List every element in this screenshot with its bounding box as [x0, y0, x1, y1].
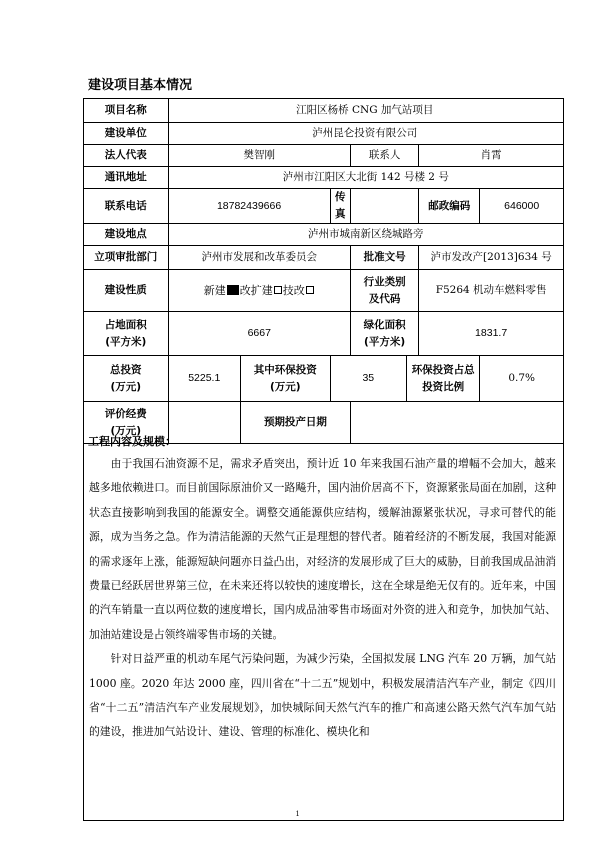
env-ratio-label-line1: 环保投资占总 — [411, 363, 475, 376]
fee-label-line1: 评价经费 — [104, 407, 147, 420]
green-label-line2: (平方米) — [364, 335, 406, 348]
row-project-name — [84, 99, 564, 123]
invest-label-line2: (万元) — [110, 380, 142, 393]
industry-value: F5264 机动车燃料零售 — [419, 270, 564, 312]
area-label-line1: 占地面积 — [104, 318, 147, 331]
approval-dept-label: 立项审批部门 — [84, 246, 169, 270]
invest-label-line1: 总投资 — [110, 363, 142, 376]
nature-expand-label: 改扩建 — [239, 284, 273, 297]
nature-label: 建设性质 — [84, 270, 169, 312]
row-nature — [84, 270, 564, 312]
builder-value: 泸州昆仑投资有限公司 — [168, 123, 563, 145]
env-invest-label-line2: (万元) — [269, 380, 301, 393]
industry-label — [350, 270, 418, 312]
content-paragraph: 由于我国石油资源不足，需求矛盾突出，预计近 10 年来我国石油产量的增幅不会加大，越来越多地依赖进口。而目前国际原油价又一路飚升，国内油价居高不下，资源紧张局面在加剧，这种状态直接影响到我国的能源安全。调整交通能源供应结构，缓解油源紧张状况，寻求可替代的能源，成为当务之急。作为清洁能源的天然气正是理想的替代者。随着经济的不断发展，我国对能源的需求逐年上涨，能源短缺问题亦日益凸出，对经济的发展形成了巨大的威胁，目前我国成品油消费量已经跃居世界第三位，在未来还将以较快的速度增长，这在全球是绝无仅有的。近年来，中国的汽车销量一直以两位数的速度增长，国内成品油零售市场面对外资的进入和竞争，加快加气站、加油站建设是占领终端零售市场的关键。 — [89, 457, 556, 641]
site-value: 泸州市城南新区绕城路旁 — [168, 224, 563, 246]
approval-no-label: 批准文号 — [350, 246, 418, 270]
env-invest-label-line1: 其中环保投资 — [253, 363, 317, 376]
legal-rep-label: 法人代表 — [84, 145, 169, 167]
legal-rep-value: 樊智刚 — [168, 145, 350, 167]
phone-value: 18782439666 — [168, 189, 330, 224]
empty-box-icon — [274, 286, 282, 294]
row-legal-rep — [84, 145, 564, 167]
approval-dept-value: 泸州市发展和改革委员会 — [168, 246, 350, 270]
green-label — [350, 312, 418, 356]
content-body — [89, 452, 556, 745]
row-phone — [84, 189, 564, 224]
contact-value: 肖霄 — [419, 145, 564, 167]
project-content-box — [83, 430, 564, 821]
area-value: 6667 — [168, 312, 350, 356]
checked-box-icon — [227, 285, 239, 295]
content-paragraph: 针对日益严重的机动车尾气污染问题，为减少污染，全国拟发展 LNG 汽车 20 万辆，加气站 1000 座。2020 年达 2000 座，四川省在“十二五”规划中，积极发展清洁汽车产业，制定《四川省“十二五”清洁汽车产业发展规划》，加快城际间天然气汽车的推广和高速公路天然气汽车加气站的建设，推进加气站设计、建设、管理的标准化、模块化和 — [89, 652, 556, 739]
green-value: 1831.7 — [419, 312, 564, 356]
fee-label-line2: (万元) — [110, 424, 142, 437]
env-ratio-label — [407, 356, 480, 402]
address-value: 泸州市江阳区大北街 142 号楼 2 号 — [168, 167, 563, 189]
project-name-label: 项目名称 — [84, 99, 169, 123]
page-number: 1 — [295, 809, 300, 818]
phone-label: 联系电话 — [84, 189, 169, 224]
env-invest-label — [240, 356, 330, 402]
address-label: 通讯地址 — [84, 167, 169, 189]
row-area — [84, 312, 564, 356]
green-label-line1: 绿化面积 — [363, 318, 406, 331]
env-invest-value: 35 — [330, 356, 406, 402]
invest-value: 5225.1 — [168, 356, 240, 402]
nature-new-label: 新建 — [203, 284, 226, 297]
section-title: 建设项目基本情况 — [88, 78, 193, 93]
empty-box-icon — [306, 286, 314, 294]
industry-label-line1: 行业类别 — [363, 275, 406, 288]
row-address — [84, 167, 564, 189]
project-name-value: 江阳区杨桥 CNG 加气站项目 — [168, 99, 563, 123]
industry-label-line2: 及代码 — [368, 292, 401, 305]
row-builder — [84, 123, 564, 145]
postcode-label: 邮政编码 — [419, 189, 480, 224]
row-site — [84, 224, 564, 246]
postcode-value: 646000 — [480, 189, 564, 224]
site-label: 建设地点 — [84, 224, 169, 246]
invest-label — [84, 356, 169, 402]
row-invest — [84, 356, 564, 402]
row-approval — [84, 246, 564, 270]
area-label — [84, 312, 169, 356]
builder-label: 建设单位 — [84, 123, 169, 145]
env-ratio-label-line2: 投资比例 — [422, 380, 465, 393]
fax-label: 传真 — [330, 189, 350, 224]
contact-label: 联系人 — [350, 145, 418, 167]
area-label-line2: (平方米) — [105, 335, 147, 348]
nature-tech-label: 技改 — [282, 284, 305, 297]
content-heading: 工程内容及规模： — [88, 435, 176, 448]
env-ratio-value: 0.7% — [480, 356, 564, 402]
nature-options — [168, 270, 350, 312]
expected-label: 预期投产日期 — [240, 402, 350, 444]
fax-value — [350, 189, 418, 224]
project-info-table — [83, 98, 564, 444]
approval-no-value: 泸市发改产[2013]634 号 — [419, 246, 564, 270]
